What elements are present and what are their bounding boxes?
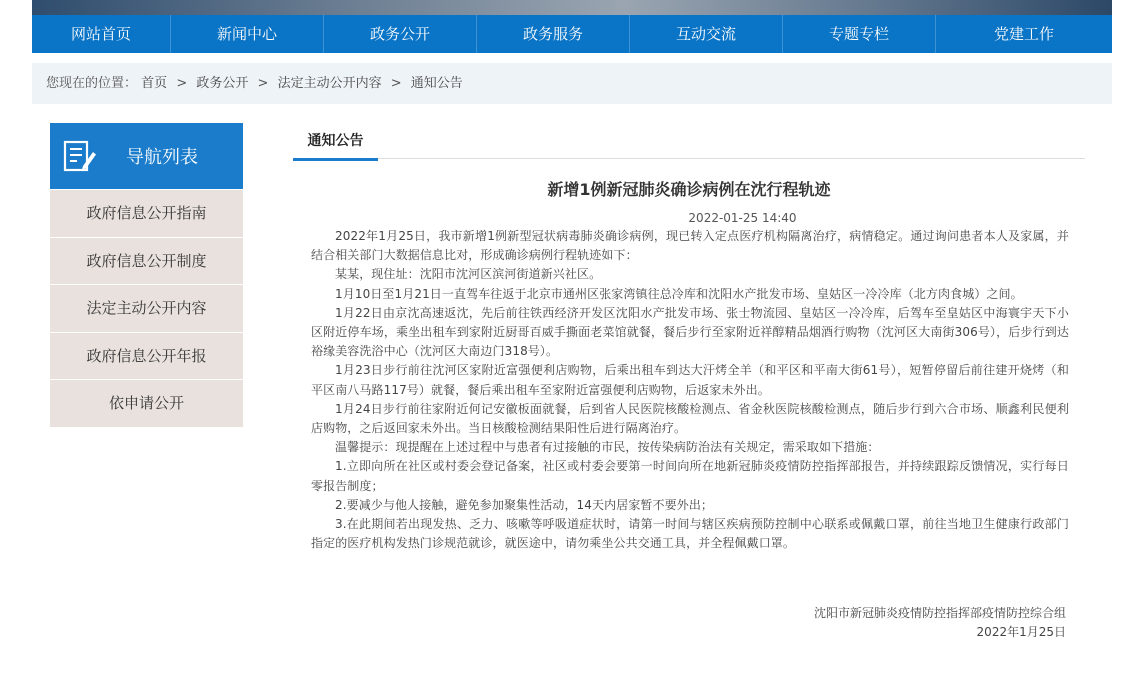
main-nav — [32, 15, 1112, 53]
breadcrumb-separator: > — [390, 76, 402, 91]
breadcrumb — [32, 63, 1112, 104]
article-paragraph: 1月22日由京沈高速返沈，先后前往铁西经济开发区沈阳水产批发市场、张士物流园、皇姑区一冷冷库，后驾车至皇姑区中海寰宇天下小区附近停车场，乘坐出租车到家附近厨哥百威手撕面老菜馆就餐，餐后步行至家附近祥醇精品烟酒行购物（沈河区大南街306号），后步行到达裕缘美容洗浴中心（沈河区大南边门318号）。 — [311, 305, 1069, 359]
breadcrumb-prefix: 您现在的位置： — [46, 76, 138, 91]
breadcrumb-gov-open[interactable]: 政务公开 — [196, 76, 249, 91]
main-content — [293, 123, 1085, 225]
article-paragraph: 温馨提示：现提醒在上述过程中与患者有过接触的市民，按传染病防治法有关规定，需采取如下措施： — [335, 440, 880, 455]
article-paragraph: 3.在此期间若出现发热、乏力、咳嗽等呼吸道症状时，请第一时间与辖区疾病预防控制中心联系或佩戴口罩，前往当地卫生健康行政部门指定的医疗机构发热门诊规范就诊，就医途中，请勿乘坐公共交通工具，并全程佩戴口罩。 — [311, 517, 1069, 551]
sidebar-item-system[interactable]: 政府信息公开制度 — [50, 237, 243, 285]
article-paragraph: 1.立即向所在社区或村委会登记备案，社区或村委会要第一时间向所在地新冠肺炎疫情防控指挥部报告，并持续跟踪反馈情况，实行每日零报告制度； — [311, 459, 1069, 493]
header-banner — [32, 0, 1112, 15]
breadcrumb-separator: > — [176, 76, 188, 91]
article-body — [311, 227, 1069, 553]
sidebar-header — [50, 123, 243, 189]
breadcrumb-separator: > — [257, 76, 269, 91]
article-paragraph: 1月10日至1月21日一直驾车往返于北京市通州区张家湾镇往总冷库和沈阳水产批发市场、皇姑区一冷冷库（北方肉食城）之间。 — [335, 286, 1023, 301]
breadcrumb-statutory[interactable]: 法定主动公开内容 — [277, 76, 382, 91]
nav-item-gov-open[interactable]: 政务公开 — [324, 15, 477, 53]
article-date: 2022-01-25 14:40 — [688, 211, 797, 225]
nav-item-special[interactable]: 专题专栏 — [783, 15, 936, 53]
sidebar-item-annual-report[interactable]: 政府信息公开年报 — [50, 332, 243, 380]
article-paragraph: 某某，现住址：沈阳市沈河区滨河街道新兴社区。 — [335, 267, 602, 282]
article-paragraph: 2.要减少与他人接触，避免参加聚集性活动，14天内居家暂不要外出； — [335, 497, 714, 512]
nav-item-news[interactable]: 新闻中心 — [171, 15, 324, 53]
signature-date: 2022年1月25日 — [976, 625, 1066, 639]
article-paragraph: 1月24日步行前往家附近何记安徽板面就餐，后到省人民医院核酸检测点、省金秋医院核酸检测点，随后步行到六合市场、顺鑫利民便利店购物，之后返回家未外出。当日核酸检测结果阳性后进行隔离治疗。 — [311, 401, 1069, 436]
nav-item-home[interactable]: 网站首页 — [32, 15, 171, 53]
sidebar-item-guide[interactable]: 政府信息公开指南 — [50, 189, 243, 237]
signature-org: 沈阳市新冠肺炎疫情防控指挥部疫情防控综合组 — [813, 606, 1066, 620]
tab-notice[interactable]: 通知公告 — [293, 123, 378, 161]
nav-item-gov-service[interactable]: 政务服务 — [477, 15, 630, 53]
tab-bar — [293, 123, 1085, 159]
sidebar-item-by-request[interactable]: 依申请公开 — [50, 379, 243, 427]
sidebar-item-statutory[interactable]: 法定主动公开内容 — [50, 284, 243, 332]
breadcrumb-notice[interactable]: 通知公告 — [410, 76, 463, 91]
breadcrumb-home[interactable]: 首页 — [141, 76, 168, 91]
list-edit-icon — [62, 138, 98, 174]
sidebar-title: 导航列表 — [126, 147, 198, 168]
article-paragraph: 1月23日步行前往沈河区家附近富强便利店购物，后乘出租车到达大汗烤全羊（和平区和平南大街61号），短暂停留后前往建开烧烤（和平区南八马路117号）就餐，餐后乘出租车至家附近富强便利店购物，后返家未外出。 — [311, 363, 1069, 397]
article-title: 新增1例新冠肺炎确诊病例在沈行程轨迹 — [547, 180, 831, 199]
article-paragraph: 2022年1月25日，我市新增1例新型冠状病毒肺炎确诊病例，现已转入定点医疗机构隔离治疗，病情稳定。通过询问患者本人及家属，并结合相关部门大数据信息比对，形成确诊病例行程轨迹如下： — [311, 229, 1069, 263]
sidebar — [50, 123, 243, 427]
nav-item-party[interactable]: 党建工作 — [993, 25, 1054, 43]
article-signature — [814, 604, 1066, 642]
nav-item-interaction[interactable]: 互动交流 — [630, 15, 783, 53]
